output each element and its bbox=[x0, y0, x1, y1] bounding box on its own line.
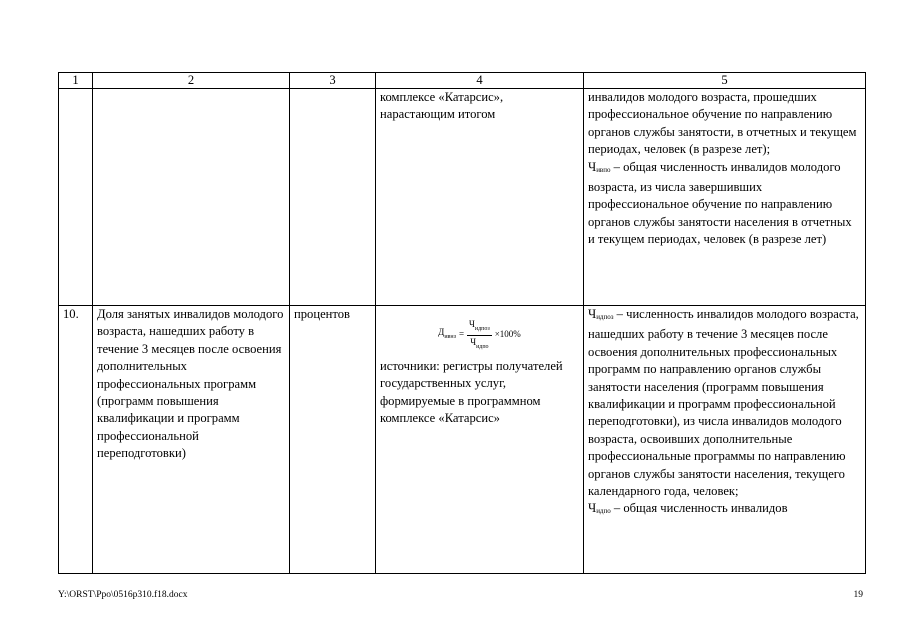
header-col-5: 5 bbox=[584, 73, 866, 89]
formula-tail: ×100% bbox=[494, 329, 521, 340]
formula-fraction bbox=[467, 318, 492, 353]
header-col-1: 1 bbox=[59, 73, 93, 89]
table-row-continued bbox=[59, 89, 866, 306]
row10-sources: источники: регистры получателей государственных услуг, формируемые в программном комплексе «Катарсис» bbox=[380, 359, 563, 426]
row10-unit: процентов bbox=[290, 306, 376, 574]
row10-formula bbox=[380, 318, 579, 352]
row10-method bbox=[376, 306, 584, 574]
cont-col-5 bbox=[584, 89, 866, 306]
cont-col5-para1: инвалидов молодого возраста, прошедших профессиональное обучение по направлению органов службы занятости, в отчетных и текущем периодах, человек (в разрезе лет); bbox=[588, 90, 857, 157]
symbol-ch-idpo: $Ч_{идпо}$ bbox=[588, 501, 611, 516]
header-col-4: 4 bbox=[376, 73, 584, 89]
row10-col-5 bbox=[584, 306, 866, 574]
cont-col-4: комплексе «Катарсис», нарастающим итогом bbox=[376, 89, 584, 306]
symbol-ch-ivpo: $Ч_{ивпо}$ bbox=[588, 159, 611, 174]
document-table bbox=[58, 72, 866, 574]
table-row-10 bbox=[59, 306, 866, 574]
formula-denominator: $Ч_{идпо}$ bbox=[470, 336, 489, 350]
header-col-2: 2 bbox=[93, 73, 290, 89]
row10-col5-para2: $Ч_{идпо}$ – общая численность инвалидов bbox=[588, 501, 788, 516]
cont-col-2 bbox=[93, 89, 290, 306]
footer-page-number: 19 bbox=[853, 590, 863, 600]
cont-col-3 bbox=[290, 89, 376, 306]
cont-col5-para2: $Ч_{ивпо}$ – общая численность инвалидов молодого возраста, из числа завершивших профессиональное обучение по направлению органов службы занятости населения в отчетных и текущем периодах, человек (в разрезе лет) bbox=[588, 159, 852, 247]
cont-col-1 bbox=[59, 89, 93, 306]
formula-numerator: $Ч_{идпоз}$ bbox=[467, 318, 492, 336]
formula-lhs: $Д_{ивнз}$ bbox=[438, 326, 456, 340]
symbol-ch-idpoz: $Ч_{идпоз}$ bbox=[588, 307, 614, 321]
header-row bbox=[59, 73, 866, 89]
row10-col5-para1: $Ч_{идпоз}$ – численность инвалидов молодого возраста, нашедших работу в течение 3 месяцев после освоения дополнительных профессиональных программ по направлению органов службы занятости населения (программ повышения квалификации и программ профессиональной переподготовки), из числа инвалидов молодого возраста, освоивших дополнительные профессиональные программы по направлению органов службы занятости населения, текущего календарного года, человек; bbox=[588, 307, 859, 499]
row10-indicator-name: Доля занятых инвалидов молодого возраста, нашедших работу в течение 3 месяцев после освоения дополнительных профессиональных программ (программ повышения квалификации и программ профессиональной переподготовки) bbox=[93, 306, 290, 574]
footer-file-path: Y:\ORST\Ppo\0516p310.f18.docx bbox=[58, 590, 188, 600]
row10-number: 10. bbox=[59, 306, 93, 574]
header-col-3: 3 bbox=[290, 73, 376, 89]
formula-eq: = bbox=[458, 329, 465, 340]
